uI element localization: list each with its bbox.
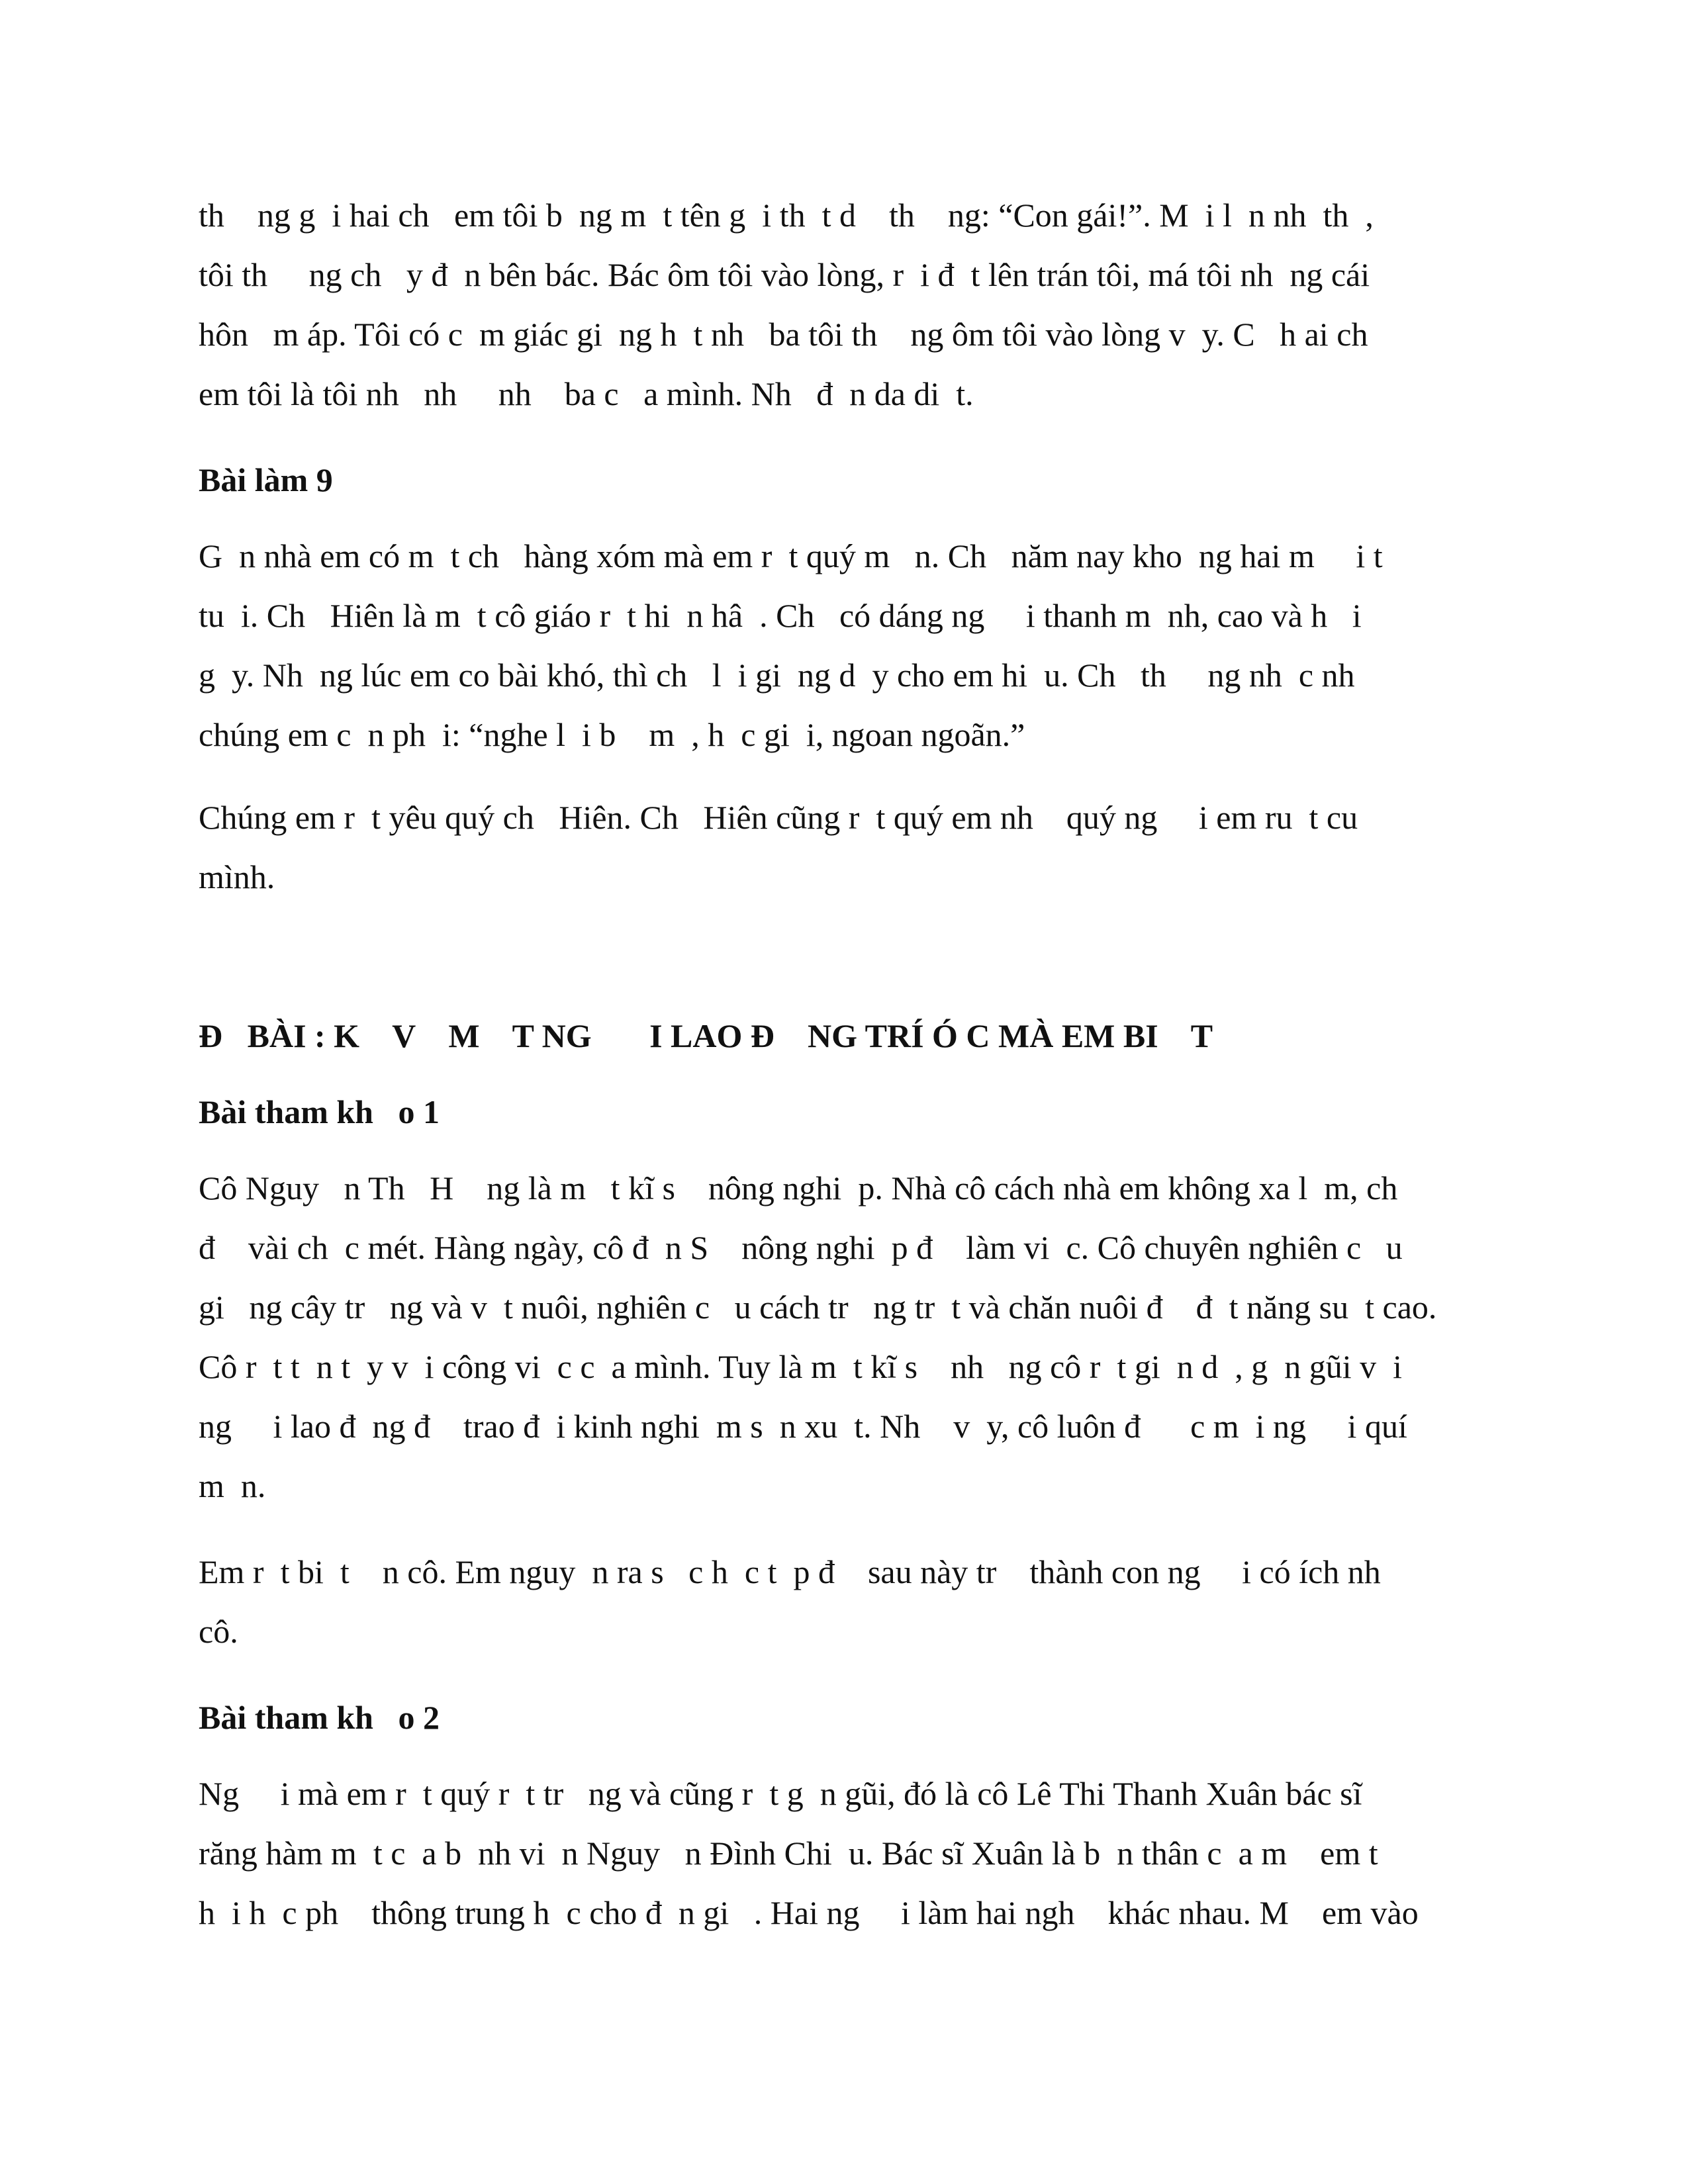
text-line: m n. <box>199 1467 266 1504</box>
text-line: đ vài ch c mét. Hàng ngày, cô đ n S nông nghi p đ làm vi c. Cô chuyên nghiên c u <box>199 1229 1403 1266</box>
text-line: răng hàm m t c a b nh vi n Nguy n Đình Chi u. Bác sĩ Xuân là b n thân c a m em t <box>199 1835 1378 1872</box>
text-line: tu i. Ch Hiên là m t cô giáo r t hi n hâ . Ch có dáng ng i thanh m nh, cao và h i <box>199 597 1362 634</box>
heading-bai-tham-khao-1: Bài tham kh o 1 <box>199 1093 440 1130</box>
text-line: th ng g i hai ch em tôi b ng m t tên g i th t d th ng: “Con gái!”. M i l n nh th , <box>199 197 1374 234</box>
text-line: Cô r t t n t y v i công vi c c a mình. Tuy là m t kĩ s nh ng cô r t gi n d , g n gũi v i <box>199 1348 1403 1385</box>
text-line: ng i lao đ ng đ trao đ i kinh nghi m s n xu t. Nh v y, cô luôn đ c m i ng i quí <box>199 1408 1407 1445</box>
text-line: G n nhà em có m t ch hàng xóm mà em r t quý m n. Ch năm nay kho ng hai m i t <box>199 537 1383 574</box>
heading-bai-lam-9: Bài làm 9 <box>199 461 333 498</box>
heading-bai-tham-khao-2: Bài tham kh o 2 <box>199 1699 440 1736</box>
text-line: Ng i mà em r t quý r t tr ng và cũng r t g n gũi, đó là cô Lê Thi Thanh Xuân bác sĩ <box>199 1775 1362 1812</box>
text-line: h i h c ph thông trung h c cho đ n gi . Hai ng i làm hai ngh khác nhau. M em vào <box>199 1894 1419 1931</box>
text-line: tôi th ng ch y đ n bên bác. Bác ôm tôi vào lòng, r i đ t lên trán tôi, má tôi nh ng cái <box>199 256 1370 293</box>
text-line: hôn m áp. Tôi có c m giác gi ng h t nh ba tôi th ng ôm tôi vào lòng v y. C h ai ch <box>199 316 1368 353</box>
text-line: cô. <box>199 1613 238 1650</box>
text-line: g y. Nh ng lúc em co bài khó, thì ch l i gi ng d y cho em hi u. Ch th ng nh c nh <box>199 657 1355 694</box>
text-line: gi ng cây tr ng và v t nuôi, nghiên c u cách tr ng tr t và chăn nuôi đ đ t năng su t cao. <box>199 1289 1437 1326</box>
text-line: Em r t bi t n cô. Em nguy n ra s c h c t p đ sau này tr thành con ng i có ích nh <box>199 1553 1381 1590</box>
section-title: Đ BÀI : K V M T NG I LAO Đ NG TRÍ Ó C MÀ EM BI T <box>199 1017 1213 1054</box>
text-line: chúng em c n ph i: “nghe l i b m , h c gi i, ngoan ngoãn.” <box>199 716 1025 753</box>
text-line: Chúng em r t yêu quý ch Hiên. Ch Hiên cũng r t quý em nh quý ng i em ru t cu <box>199 799 1358 836</box>
text-line: em tôi là tôi nh nh nh ba c a mình. Nh đ n da di t. <box>199 375 974 412</box>
text-line: Cô Nguy n Th H ng là m t kĩ s nông nghi p. Nhà cô cách nhà em không xa l m, ch <box>199 1169 1398 1206</box>
text-line: mình. <box>199 858 275 895</box>
